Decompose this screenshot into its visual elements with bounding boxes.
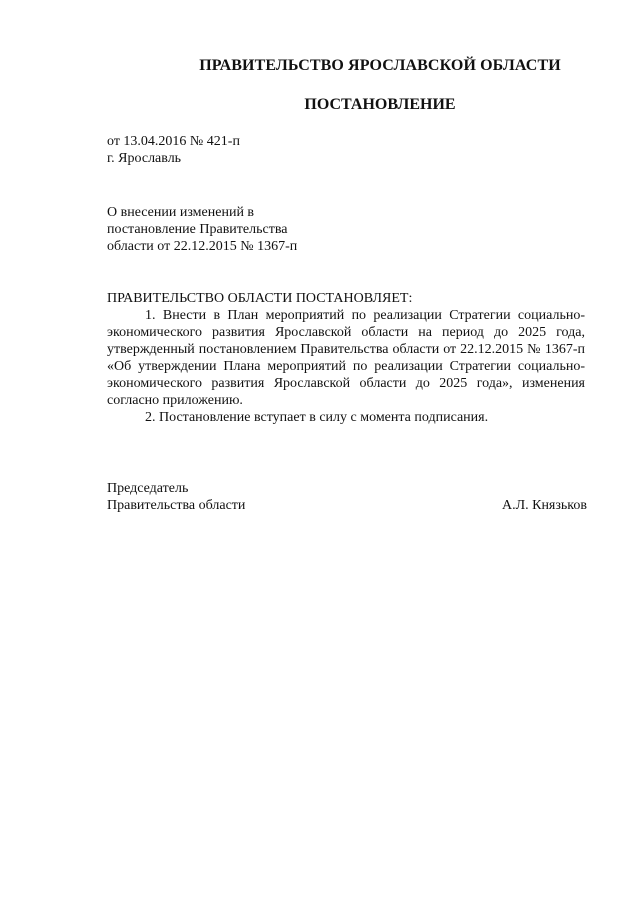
subject-line: области от 22.12.2015 № 1367-п — [107, 239, 298, 254]
resolution-lead: ПРАВИТЕЛЬСТВО ОБЛАСТИ ПОСТАНОВЛЯЕТ: — [107, 291, 413, 306]
signature-block — [107, 480, 587, 514]
subject-line: постановление Правительства — [107, 222, 288, 237]
resolution-item-2: 2. Постановление вступает в силу с момента подписания. — [145, 410, 489, 425]
document-subject — [107, 204, 297, 255]
document-date-number: от 13.04.2016 № 421-п — [107, 134, 240, 149]
document-body — [107, 290, 585, 426]
signature-row — [107, 497, 587, 514]
signatory-title-line2: Правительства области — [107, 498, 246, 513]
resolution-item-1: 1. Внести в План мероприятий по реализации Стратегии социально-экономического развития Ярославской области на период до 2025 года, утвержденный постановлением Правительства области от 22.12.2015 № 1367-п «Об утверждении Плана мероприятий по реализации Стратегии социально-экономического развития Ярославской области до 2025 года», изменения согласно приложению. — [107, 308, 585, 408]
organization-title: ПРАВИТЕЛЬСТВО ЯРОСЛАВСКОЙ ОБЛАСТИ — [199, 57, 561, 74]
subject-line: О внесении изменений в — [107, 205, 255, 220]
signatory-name: А.Л. Князьков — [502, 498, 587, 513]
document-city: г. Ярославль — [107, 151, 182, 166]
document-type: ПОСТАНОВЛЕНИЕ — [304, 96, 456, 113]
signatory-title: Председатель — [107, 481, 189, 496]
